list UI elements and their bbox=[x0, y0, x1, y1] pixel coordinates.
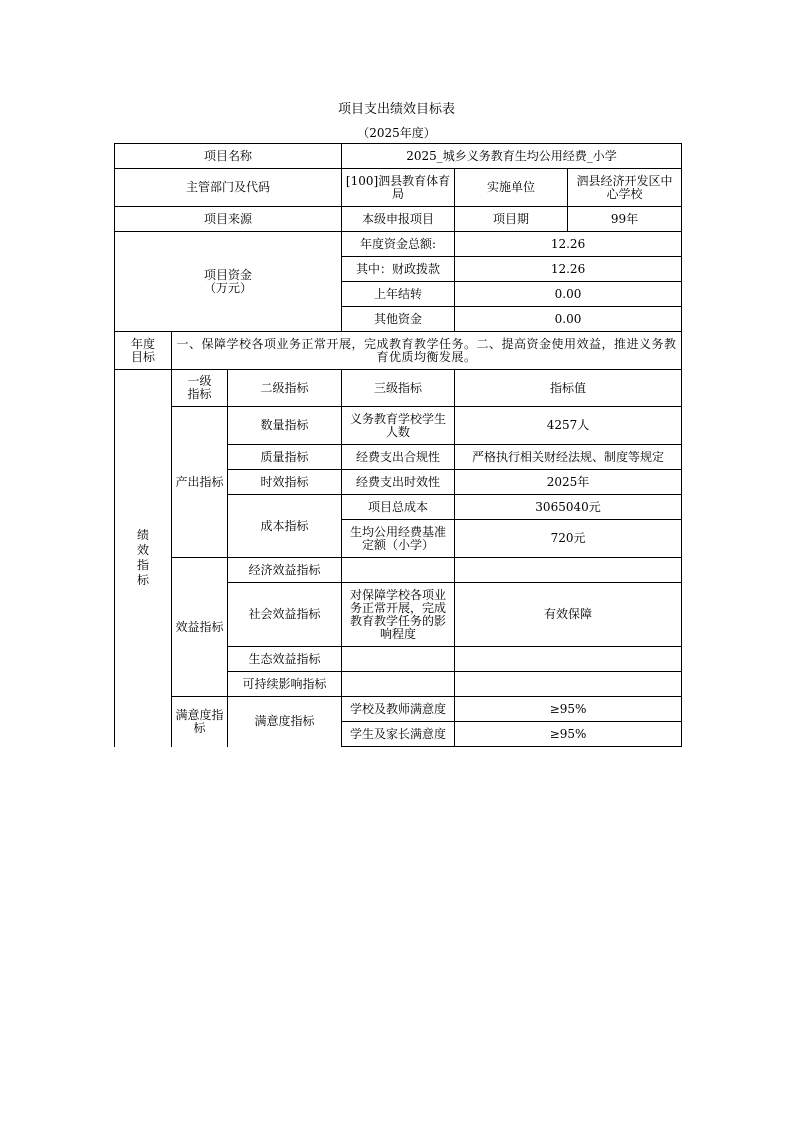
funds-total-value: 12.26 bbox=[455, 232, 682, 257]
social-item: 对保障学校各项业务正常开展，完成教育教学任务的影响程度 bbox=[342, 583, 455, 647]
row-funds-total bbox=[115, 232, 682, 257]
header-level1: 一级 指标 bbox=[172, 370, 228, 407]
source-value: 本级申报项目 bbox=[342, 207, 455, 232]
funds-total-label: 年度资金总额: bbox=[342, 232, 455, 257]
cost-item-per-student: 生均公用经费基准定额（小学） bbox=[342, 520, 455, 558]
cost-item-total: 项目总成本 bbox=[342, 495, 455, 520]
time-value: 2025年 bbox=[455, 470, 682, 495]
indicators-section-cell bbox=[115, 370, 172, 747]
funds-carry-label: 上年结转 bbox=[342, 282, 455, 307]
row-department bbox=[115, 169, 682, 207]
satisfy-value-students: ≥95% bbox=[455, 722, 682, 747]
project-name-value: 2025_城乡义务教育生均公用经费_小学 bbox=[342, 144, 682, 169]
dept-value: [100]泗县教育体育局 bbox=[342, 169, 455, 207]
row-indicator-header bbox=[115, 370, 682, 407]
sustain-label: 可持续影响指标 bbox=[228, 672, 342, 697]
impl-label: 实施单位 bbox=[455, 169, 568, 207]
row-project-name bbox=[115, 144, 682, 169]
funds-fiscal-value: 12.26 bbox=[455, 257, 682, 282]
page-title: 项目支出绩效目标表 bbox=[337, 102, 455, 117]
project-name-label: 项目名称 bbox=[115, 144, 342, 169]
cost-value-per-student: 720元 bbox=[455, 520, 682, 558]
header-level3: 三级指标 bbox=[342, 370, 455, 407]
cost-label: 成本指标 bbox=[228, 495, 342, 558]
eco-label: 生态效益指标 bbox=[228, 647, 342, 672]
econ-value bbox=[455, 558, 682, 583]
benefit-label: 效益指标 bbox=[172, 558, 228, 697]
row-satisfy-teachers bbox=[115, 697, 682, 722]
row-econ bbox=[115, 558, 682, 583]
social-value: 有效保障 bbox=[455, 583, 682, 647]
quantity-label: 数量指标 bbox=[228, 407, 342, 445]
row-source bbox=[115, 207, 682, 232]
satisfy-l2-label: 满意度指标 bbox=[228, 697, 342, 747]
sustain-value bbox=[455, 672, 682, 697]
funds-label: 项目资金 （万元） bbox=[115, 232, 342, 332]
eco-item bbox=[342, 647, 455, 672]
time-label: 时效指标 bbox=[228, 470, 342, 495]
indicators-section-label: 绩效指标 bbox=[136, 528, 149, 588]
sustain-item bbox=[342, 672, 455, 697]
quantity-item: 义务教育学校学生人数 bbox=[342, 407, 455, 445]
satisfy-l1-label: 满意度指标 bbox=[172, 697, 228, 747]
quantity-value: 4257人 bbox=[455, 407, 682, 445]
satisfy-value-teachers: ≥95% bbox=[455, 697, 682, 722]
quality-label: 质量指标 bbox=[228, 445, 342, 470]
output-label: 产出指标 bbox=[172, 407, 228, 558]
impl-value: 泗县经济开发区中心学校 bbox=[568, 169, 682, 207]
funds-fiscal-label: 其中：财政拨款 bbox=[342, 257, 455, 282]
funds-other-value: 0.00 bbox=[455, 307, 682, 332]
header-level2: 二级指标 bbox=[228, 370, 342, 407]
source-label: 项目来源 bbox=[115, 207, 342, 232]
row-quantity bbox=[115, 407, 682, 445]
econ-label: 经济效益指标 bbox=[228, 558, 342, 583]
header-value: 指标值 bbox=[455, 370, 682, 407]
funds-other-label: 其他资金 bbox=[342, 307, 455, 332]
period-value: 99年 bbox=[568, 207, 682, 232]
time-item: 经费支出时效性 bbox=[342, 470, 455, 495]
cost-value-total: 3065040元 bbox=[455, 495, 682, 520]
satisfy-item-teachers: 学校及教师满意度 bbox=[342, 697, 455, 722]
period-label: 项目期 bbox=[455, 207, 568, 232]
social-label: 社会效益指标 bbox=[228, 583, 342, 647]
goal-label: 年度 目标 bbox=[115, 332, 172, 370]
eco-value bbox=[455, 647, 682, 672]
satisfy-item-students: 学生及家长满意度 bbox=[342, 722, 455, 747]
page-subtitle: （2025年度） bbox=[357, 126, 436, 140]
dept-label: 主管部门及代码 bbox=[115, 169, 342, 207]
quality-item: 经费支出合规性 bbox=[342, 445, 455, 470]
row-annual-goal bbox=[115, 332, 682, 370]
quality-value: 严格执行相关财经法规、制度等规定 bbox=[455, 445, 682, 470]
funds-carry-value: 0.00 bbox=[455, 282, 682, 307]
econ-item bbox=[342, 558, 455, 583]
goal-text: 一、保障学校各项业务正常开展，完成教育教学任务。二、提高资金使用效益，推进义务教育优质均衡发展。 bbox=[172, 332, 682, 370]
performance-table bbox=[114, 143, 682, 747]
